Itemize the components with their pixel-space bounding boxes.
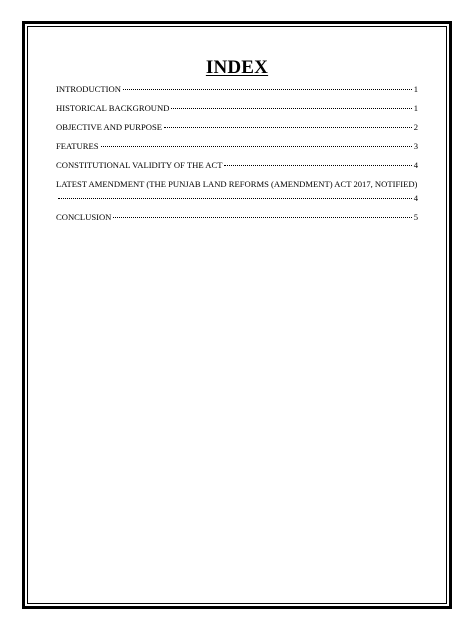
- toc-entry-introduction[interactable]: [56, 84, 418, 103]
- toc-entry-label: LATEST AMENDMENT (THE PUNJAB LAND REFORMS (AMENDMENT) ACT 2017, NOTIFIED): [56, 179, 418, 189]
- toc-entry-objective-and-purpose[interactable]: [56, 122, 418, 141]
- toc-entry-latest-amendment[interactable]: [56, 179, 418, 208]
- toc-dots-row: [56, 193, 418, 208]
- toc-entry-features[interactable]: [56, 141, 418, 160]
- table-of-contents: [56, 84, 418, 231]
- toc-page-number: 5: [413, 212, 418, 222]
- toc-entry-constitutional-validity[interactable]: [56, 160, 418, 179]
- dot-leader: [171, 108, 411, 109]
- toc-entry-label: HISTORICAL BACKGROUND: [56, 103, 170, 113]
- dot-leader: [58, 198, 412, 199]
- toc-entry-label: CONCLUSION: [56, 212, 112, 222]
- toc-page-number: 1: [413, 103, 418, 113]
- dot-leader: [123, 89, 412, 90]
- toc-entry-label: INTRODUCTION: [56, 84, 121, 94]
- toc-page-number: 2: [413, 122, 418, 132]
- toc-page-number: 4: [413, 193, 418, 203]
- dot-leader: [101, 146, 412, 147]
- dot-leader: [164, 127, 412, 128]
- toc-entry-label: CONSTITUTIONAL VALIDITY OF THE ACT: [56, 160, 223, 170]
- dot-leader: [113, 217, 411, 218]
- toc-entry-label: FEATURES: [56, 141, 99, 151]
- toc-page-number: 4: [413, 160, 418, 170]
- toc-page-number: 1: [413, 84, 418, 94]
- toc-entry-historical-background[interactable]: [56, 103, 418, 122]
- toc-page-number: 3: [413, 141, 418, 151]
- toc-entry-label: OBJECTIVE AND PURPOSE: [56, 122, 163, 132]
- toc-entry-conclusion[interactable]: [56, 212, 418, 231]
- dot-leader: [224, 165, 411, 166]
- index-title: INDEX: [205, 57, 269, 78]
